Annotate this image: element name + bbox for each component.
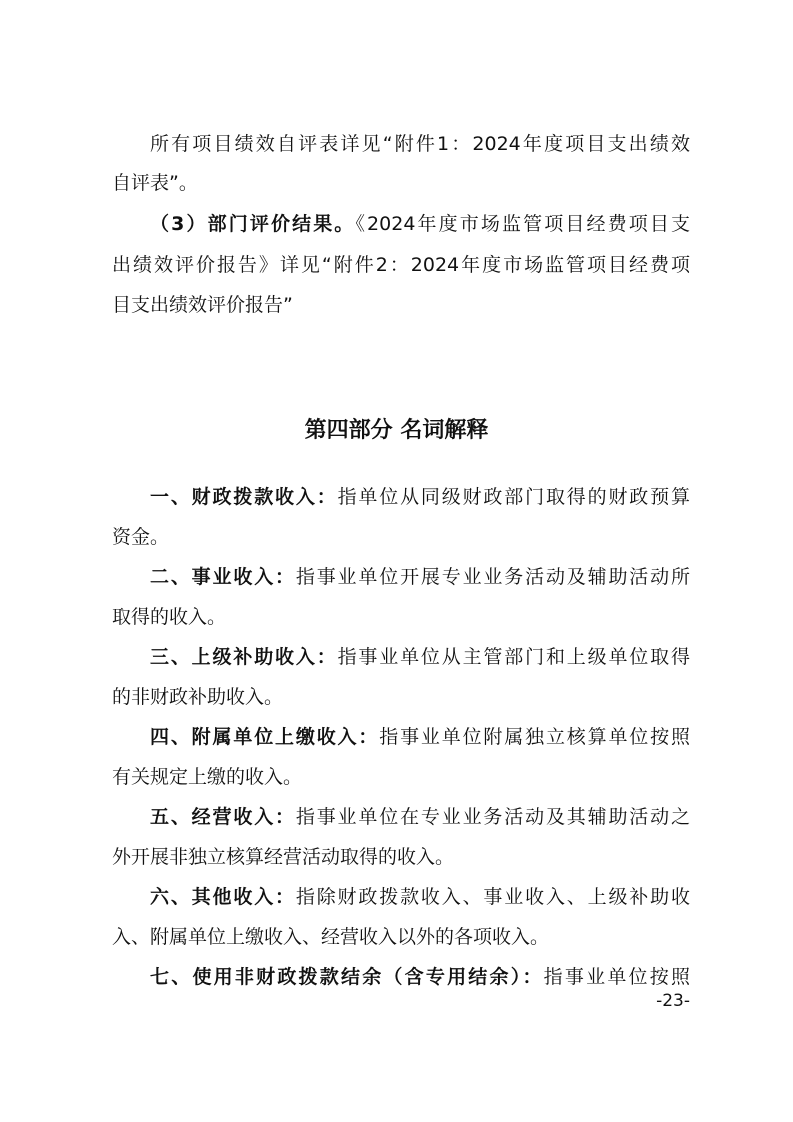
term-label: 三、上级补助收入： — [150, 646, 338, 668]
intro-p1-line1: 所有项目绩效自评表详见“附件1：2024年度项目支出绩效 — [150, 133, 690, 155]
evaluation-result-label: （3）部门评价结果。 — [150, 213, 356, 235]
term-label: 七、使用非财政拨款结余（含专用结余）： — [150, 966, 544, 988]
intro-p1-line2: 自评表”。 — [112, 172, 198, 194]
term-definition-cont: 资金。 — [112, 526, 170, 548]
term-item — [150, 805, 690, 829]
intro-p2-line2: 出绩效评价报告》详见“附件2：2024年度市场监管项目经费项 — [112, 254, 690, 276]
term-definition-cont: 取得的收入。 — [112, 606, 227, 628]
page-number: -23- — [656, 991, 690, 1011]
evaluation-result-text: 《2024年度市场监管项目经费项目支 — [355, 213, 690, 235]
term-label: 二、事业收入： — [150, 566, 296, 588]
term-definition: 指事业单位附属独立核算单位按照 — [379, 726, 690, 748]
term-definition: 指除财政拨款收入、事业收入、上级补助收 — [295, 886, 690, 908]
term-definition: 指事业单位在专业业务活动及其辅助活动之 — [295, 806, 690, 828]
section-title: 第四部分 名词解释 — [304, 417, 489, 443]
term-label: 四、附属单位上缴收入： — [150, 726, 380, 748]
term-definition: 指事业单位从主管部门和上级单位取得 — [337, 646, 690, 668]
term-item — [150, 725, 690, 749]
term-definition: 指单位从同级财政部门取得的财政预算 — [337, 486, 690, 508]
term-label: 六、其他收入： — [150, 886, 296, 908]
term-item — [150, 885, 690, 909]
term-label: 一、财政拨款收入： — [150, 486, 338, 508]
term-label: 五、经营收入： — [150, 806, 296, 828]
term-item — [150, 965, 690, 989]
term-definition-cont: 入、附属单位上缴收入、经营收入以外的各项收入。 — [112, 926, 550, 948]
term-definition: 指事业单位开展专业业务活动及辅助活动所 — [295, 566, 690, 588]
term-definition-cont: 有关规定上缴的收入。 — [112, 766, 303, 788]
term-item — [150, 645, 690, 669]
term-item — [150, 565, 690, 589]
intro-p2-line1 — [150, 212, 690, 236]
term-definition: 指事业单位按照 — [543, 966, 690, 988]
term-definition-cont: 的非财政补助收入。 — [112, 686, 284, 708]
term-definition-cont: 外开展非独立核算经营活动取得的收入。 — [112, 846, 455, 868]
term-item — [150, 485, 690, 509]
intro-p2-line3: 目支出绩效评价报告” — [112, 294, 293, 316]
